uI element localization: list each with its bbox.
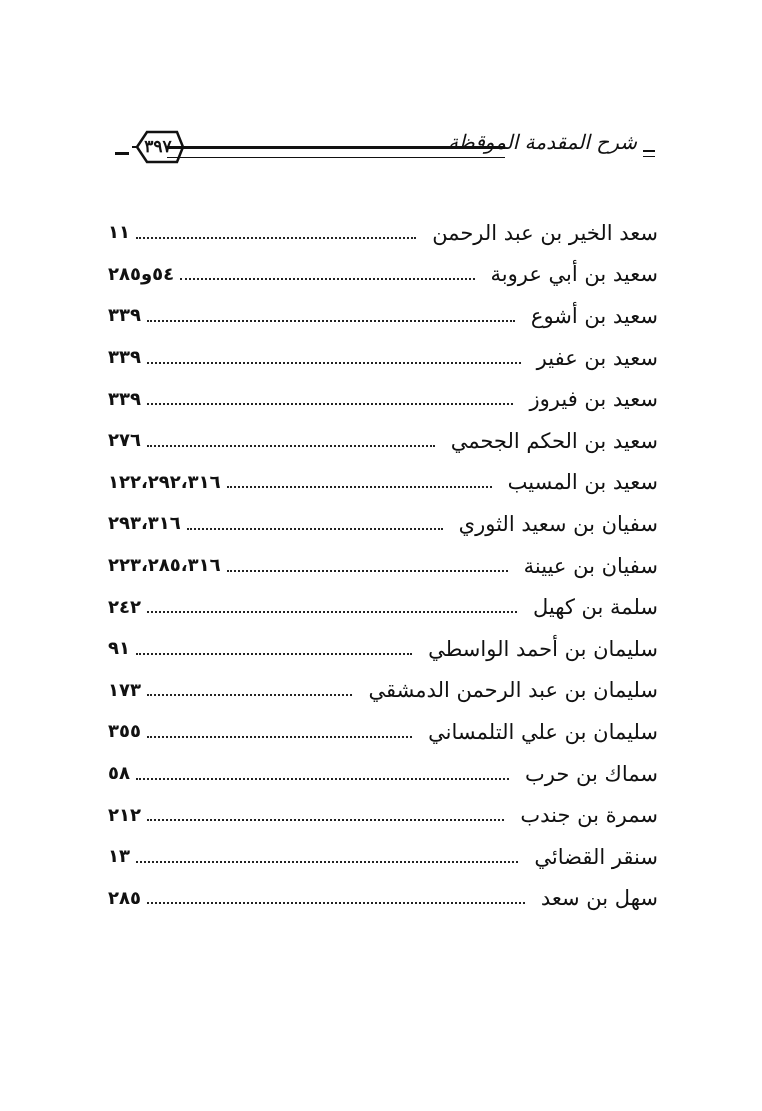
index-entry	[108, 586, 658, 628]
index-entry	[108, 670, 658, 712]
entry-name: سفيان بن سعيد الثوري	[458, 511, 658, 536]
entry-name: سعيد بن أشوع	[530, 303, 658, 328]
dot-leader	[147, 694, 352, 696]
header-rule-right	[643, 150, 655, 157]
index-entry	[108, 420, 658, 462]
entry-page-numbers: ٢٨٥	[108, 887, 141, 909]
entry-name: سعيد بن المسيب	[507, 470, 658, 495]
index-entry	[108, 212, 658, 254]
page-number-badge	[131, 128, 185, 166]
entry-name: سماك بن حرب	[525, 761, 658, 786]
index-entry	[108, 337, 658, 379]
dot-leader	[180, 278, 474, 280]
index-entry	[108, 378, 658, 420]
entry-name: سعيد بن فيروز	[529, 387, 658, 412]
dot-leader	[136, 778, 509, 780]
entry-name: سعيد بن عفير	[536, 345, 658, 370]
entry-page-numbers: ٣٣٩	[108, 347, 141, 369]
index-entry	[108, 794, 658, 836]
index-entry	[108, 878, 658, 920]
dot-leader	[147, 902, 525, 904]
dot-leader	[147, 403, 514, 405]
dot-leader	[227, 486, 492, 488]
entry-page-numbers: ١١	[108, 222, 130, 244]
entry-page-numbers: ٢٤٢	[108, 596, 141, 618]
dot-leader	[227, 570, 508, 572]
running-title: شرح المقدمة الموقظة	[448, 130, 637, 154]
page-number: ٣٩٧	[144, 137, 172, 157]
entry-page-numbers: ٩١	[108, 638, 130, 660]
dot-leader	[147, 445, 435, 447]
entry-name: سليمان بن أحمد الواسطي	[428, 636, 658, 661]
entry-page-numbers: ٣٣٩	[108, 305, 141, 327]
entry-page-numbers: ٣٥٥	[108, 721, 141, 743]
dot-leader	[136, 861, 518, 863]
name-index-list	[108, 212, 658, 919]
entry-name: سليمان بن علي التلمساني	[428, 719, 658, 744]
index-entry	[108, 503, 658, 545]
index-entry	[108, 711, 658, 753]
entry-page-numbers: ٣٣٩	[108, 388, 141, 410]
entry-name: سفيان بن عيينة	[523, 553, 658, 578]
entry-page-numbers: ٢٢٣،٢٨٥،٣١٦	[108, 555, 221, 577]
page-header	[115, 118, 655, 182]
entry-name: سعد الخير بن عبد الرحمن	[432, 220, 658, 245]
index-entry	[108, 545, 658, 587]
index-entry	[108, 295, 658, 337]
entry-page-numbers: ١٧٣	[108, 679, 141, 701]
index-entry	[108, 462, 658, 504]
index-entry	[108, 628, 658, 670]
index-entry	[108, 254, 658, 296]
header-rule-left	[115, 152, 129, 155]
entry-name: سمرة بن جندب	[520, 803, 658, 828]
dot-leader	[147, 819, 504, 821]
dot-leader	[147, 611, 517, 613]
entry-page-numbers: ١٢٢،٢٩٢،٣١٦	[108, 471, 221, 493]
entry-name: سعيد بن أبي عروبة	[490, 262, 658, 287]
entry-name: سهل بن سعد	[540, 886, 658, 911]
dot-leader	[147, 320, 515, 322]
entry-page-numbers: ١٣	[108, 846, 130, 868]
entry-name: سليمان بن عبد الرحمن الدمشقي	[368, 678, 658, 703]
dot-leader	[187, 528, 443, 530]
entry-name: سلمة بن كهيل	[532, 595, 658, 620]
entry-page-numbers: ٢١٢	[108, 804, 141, 826]
dot-leader	[147, 362, 521, 364]
dot-leader	[136, 237, 416, 239]
entry-page-numbers: ٥٨	[108, 763, 130, 785]
entry-name: سعيد بن الحكم الجحمي	[450, 428, 658, 453]
entry-page-numbers: ٢٩٣،٣١٦	[108, 513, 181, 535]
dot-leader	[147, 736, 412, 738]
dot-leader	[136, 653, 412, 655]
entry-page-numbers: ٢٧٦	[108, 430, 141, 452]
index-entry	[108, 753, 658, 795]
entry-name: سنقر القضائي	[534, 844, 658, 869]
entry-page-numbers: ٥٤و٢٨٥	[108, 263, 175, 285]
index-entry	[108, 836, 658, 878]
